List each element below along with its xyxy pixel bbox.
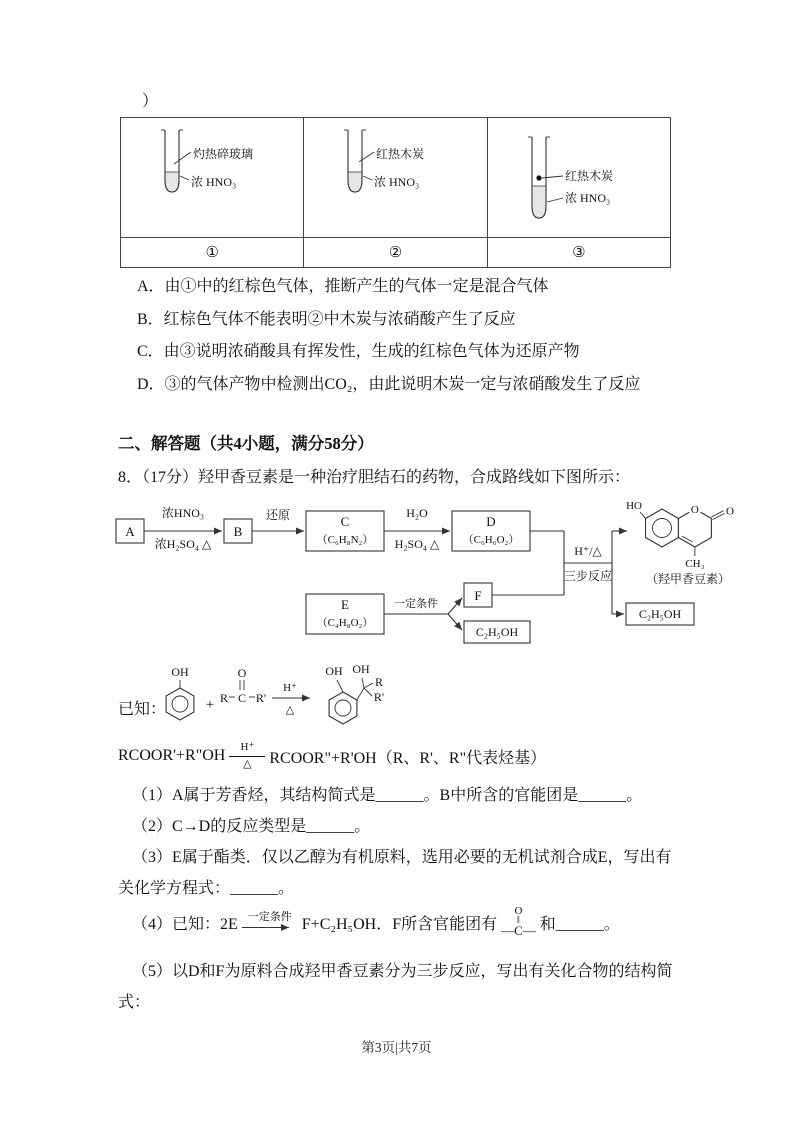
step1-bottom-label: 浓H₂SO₄ △ — [154, 537, 212, 551]
double-bond-icon: ‖ — [517, 915, 520, 927]
carbonyl-group-structure — [501, 906, 536, 938]
part-4-mid: F+C₂H₅OH．F所含官能团有 — [301, 915, 498, 933]
carbonyl-o: O — [514, 904, 523, 917]
part-4-condition-arrow — [242, 912, 298, 933]
step2-top-label: 还原 — [265, 508, 291, 522]
box-c-formula: （C₆H₈N₂） — [316, 534, 374, 546]
synthesis-route-diagram — [112, 486, 784, 658]
apparatus-number-2: ② — [304, 238, 487, 268]
box-e-name: E — [341, 597, 349, 612]
apparatus-number-3: ③ — [487, 238, 670, 268]
option-c: C．由③说明浓硝酸具有挥发性，生成的红棕色气体为还原产物 — [137, 343, 580, 360]
ketone-r-label: R — [219, 691, 229, 705]
synthesis-route-svg — [112, 486, 784, 658]
carbonyl-c: —C— — [501, 923, 536, 939]
plus-sign: + — [205, 697, 215, 713]
hplus-label: H⁺ — [283, 682, 297, 694]
part-5-line1: （5）以D和F为原料合成羟甲香豆素分为三步反应，写出有关化合物的结构简 — [132, 963, 673, 980]
condition-arrow-icon — [242, 923, 298, 932]
apparatus-cell-3 — [487, 118, 670, 238]
test-tube-diagram-2 — [304, 118, 487, 232]
ketone-o-label: O — [237, 666, 247, 680]
option-d: D．③的气体产物中检测出CO₂，由此说明木炭一定与浓硝酸发生了反应 — [137, 375, 641, 393]
known-reaction-svg — [158, 656, 488, 740]
acid-label: 浓 HNO₃ — [374, 175, 420, 189]
product-rp-label: R' — [373, 690, 385, 704]
arrow-e-ethanol — [448, 614, 462, 630]
step4-bottom-label: 三步反应 — [563, 569, 613, 583]
ethanol-2-label: C₂H₅OH — [638, 607, 682, 621]
test-tube-diagram-1 — [121, 118, 304, 232]
pointer-line — [180, 176, 189, 180]
part-2: （2）C→D的反应类型是______。 — [132, 818, 371, 835]
box-a-label: A — [125, 524, 135, 539]
apparatus-number-1: ① — [121, 238, 304, 268]
part-4-prefix: （4）已知：2E — [132, 915, 238, 933]
part-5-line2: 式： — [118, 994, 151, 1011]
acid-label: 浓 HNO₃ — [191, 175, 237, 189]
ch3-label: CH₃ — [685, 558, 705, 570]
step4-top-label: H⁺/△ — [574, 544, 602, 558]
phenol-oh-label: OH — [171, 665, 189, 679]
step1-top-label: 浓HNO₃ — [161, 506, 205, 520]
box-b-label: B — [233, 524, 243, 539]
ethanol-1-label: C₂H₅OH — [475, 625, 519, 639]
arrow-e-f — [448, 598, 462, 614]
ring-oxygen-label: O — [690, 504, 699, 516]
part-4-suffix: 和______。 — [539, 915, 620, 933]
box-f-label: F — [474, 588, 482, 603]
tube-content-label: 红热木炭 — [564, 169, 613, 183]
part-4 — [132, 900, 620, 944]
coumarin-structure — [626, 500, 734, 586]
ho-label: HO — [626, 500, 642, 512]
box-e-formula: （C₄H₈O₂） — [316, 617, 374, 629]
delta-label: △ — [285, 704, 295, 716]
part-4-cond-label: 一定条件 — [247, 910, 292, 923]
leading-paren: ） — [142, 93, 159, 110]
pointer-line — [363, 176, 372, 180]
part-3-line1: （3）E属于酯类．仅以乙醇为有机原料，选用必要的无机试剂合成E，写出有 — [132, 849, 672, 866]
product-oh2-label: OH — [352, 662, 370, 676]
benzene-circle — [335, 700, 351, 716]
pointer-line — [547, 198, 563, 202]
tube-liquid — [532, 186, 546, 218]
ester-rule-left: RCOOR'+R"OH — [118, 747, 226, 765]
ester-cond-line — [229, 756, 265, 757]
test-tube-diagram-3 — [488, 118, 671, 232]
ketone-rp-label: R' — [255, 691, 267, 705]
box-c-name: C — [340, 514, 350, 529]
step3-top-label: H₂O — [406, 506, 428, 520]
apparatus-cell-2 — [304, 118, 487, 238]
pointer-line — [359, 152, 374, 162]
ketone-c-label: C — [237, 691, 247, 705]
pointer-line — [174, 152, 191, 164]
pointer-line — [542, 176, 563, 178]
tube-content-label: 灼热碎玻璃 — [193, 147, 254, 161]
known-reaction — [158, 656, 488, 745]
ester-rule-line — [118, 742, 546, 770]
apparatus-cell-1 — [121, 118, 304, 238]
page-footer: 第3页|共7页 — [361, 1040, 432, 1055]
known-label: 已知： — [118, 701, 167, 718]
carbonyl-oxygen-label: O — [726, 505, 734, 518]
option-b: B．红棕色气体不能表明②中木炭与浓硝酸产生了反应 — [137, 310, 516, 328]
product-oh1-label: OH — [325, 664, 343, 678]
box-d-formula: （C₆H₆O₂） — [462, 534, 520, 546]
ester-cond-top: H⁺ — [240, 741, 255, 753]
step3-bottom-label: H₂SO₄ △ — [394, 537, 440, 551]
part-1: （1）A属于芳香烃，其结构简式是______。B中所含的官能团是______。 — [132, 787, 643, 804]
ester-rule-condition — [229, 742, 265, 770]
benzene-ring — [646, 509, 679, 547]
options-list — [137, 271, 640, 401]
box-d-name: D — [486, 514, 496, 529]
acid-label: 浓 HNO₃ — [564, 191, 610, 205]
part-3-line2: 关化学方程式：______。 — [118, 880, 295, 897]
section-header: 二、解答题（共4小题，满分58分） — [118, 434, 374, 453]
product-r-label: R — [374, 675, 384, 689]
step5-top-label: 一定条件 — [394, 598, 438, 610]
benzene-circle — [172, 696, 188, 712]
benzene-circle — [653, 519, 672, 538]
product-caption: （羟甲香豆素） — [645, 572, 731, 586]
ester-cond-bottom: △ — [243, 757, 252, 770]
ester-rule-right: RCOOR"+R'OH（R、R'、R"代表烃基） — [269, 749, 547, 767]
tube-content-label: 红热木炭 — [376, 147, 425, 161]
question8-stem: 8．（17分）羟甲香豆素是一种治疗胆结石的药物，合成路线如下图所示： — [118, 469, 631, 486]
charcoal-dot — [536, 175, 541, 180]
option-a: A．由①中的红棕色气体，推断产生的气体一定是混合气体 — [137, 278, 549, 295]
product-ring — [329, 692, 357, 724]
phenol-ring — [166, 688, 194, 720]
apparatus-table — [120, 117, 671, 268]
